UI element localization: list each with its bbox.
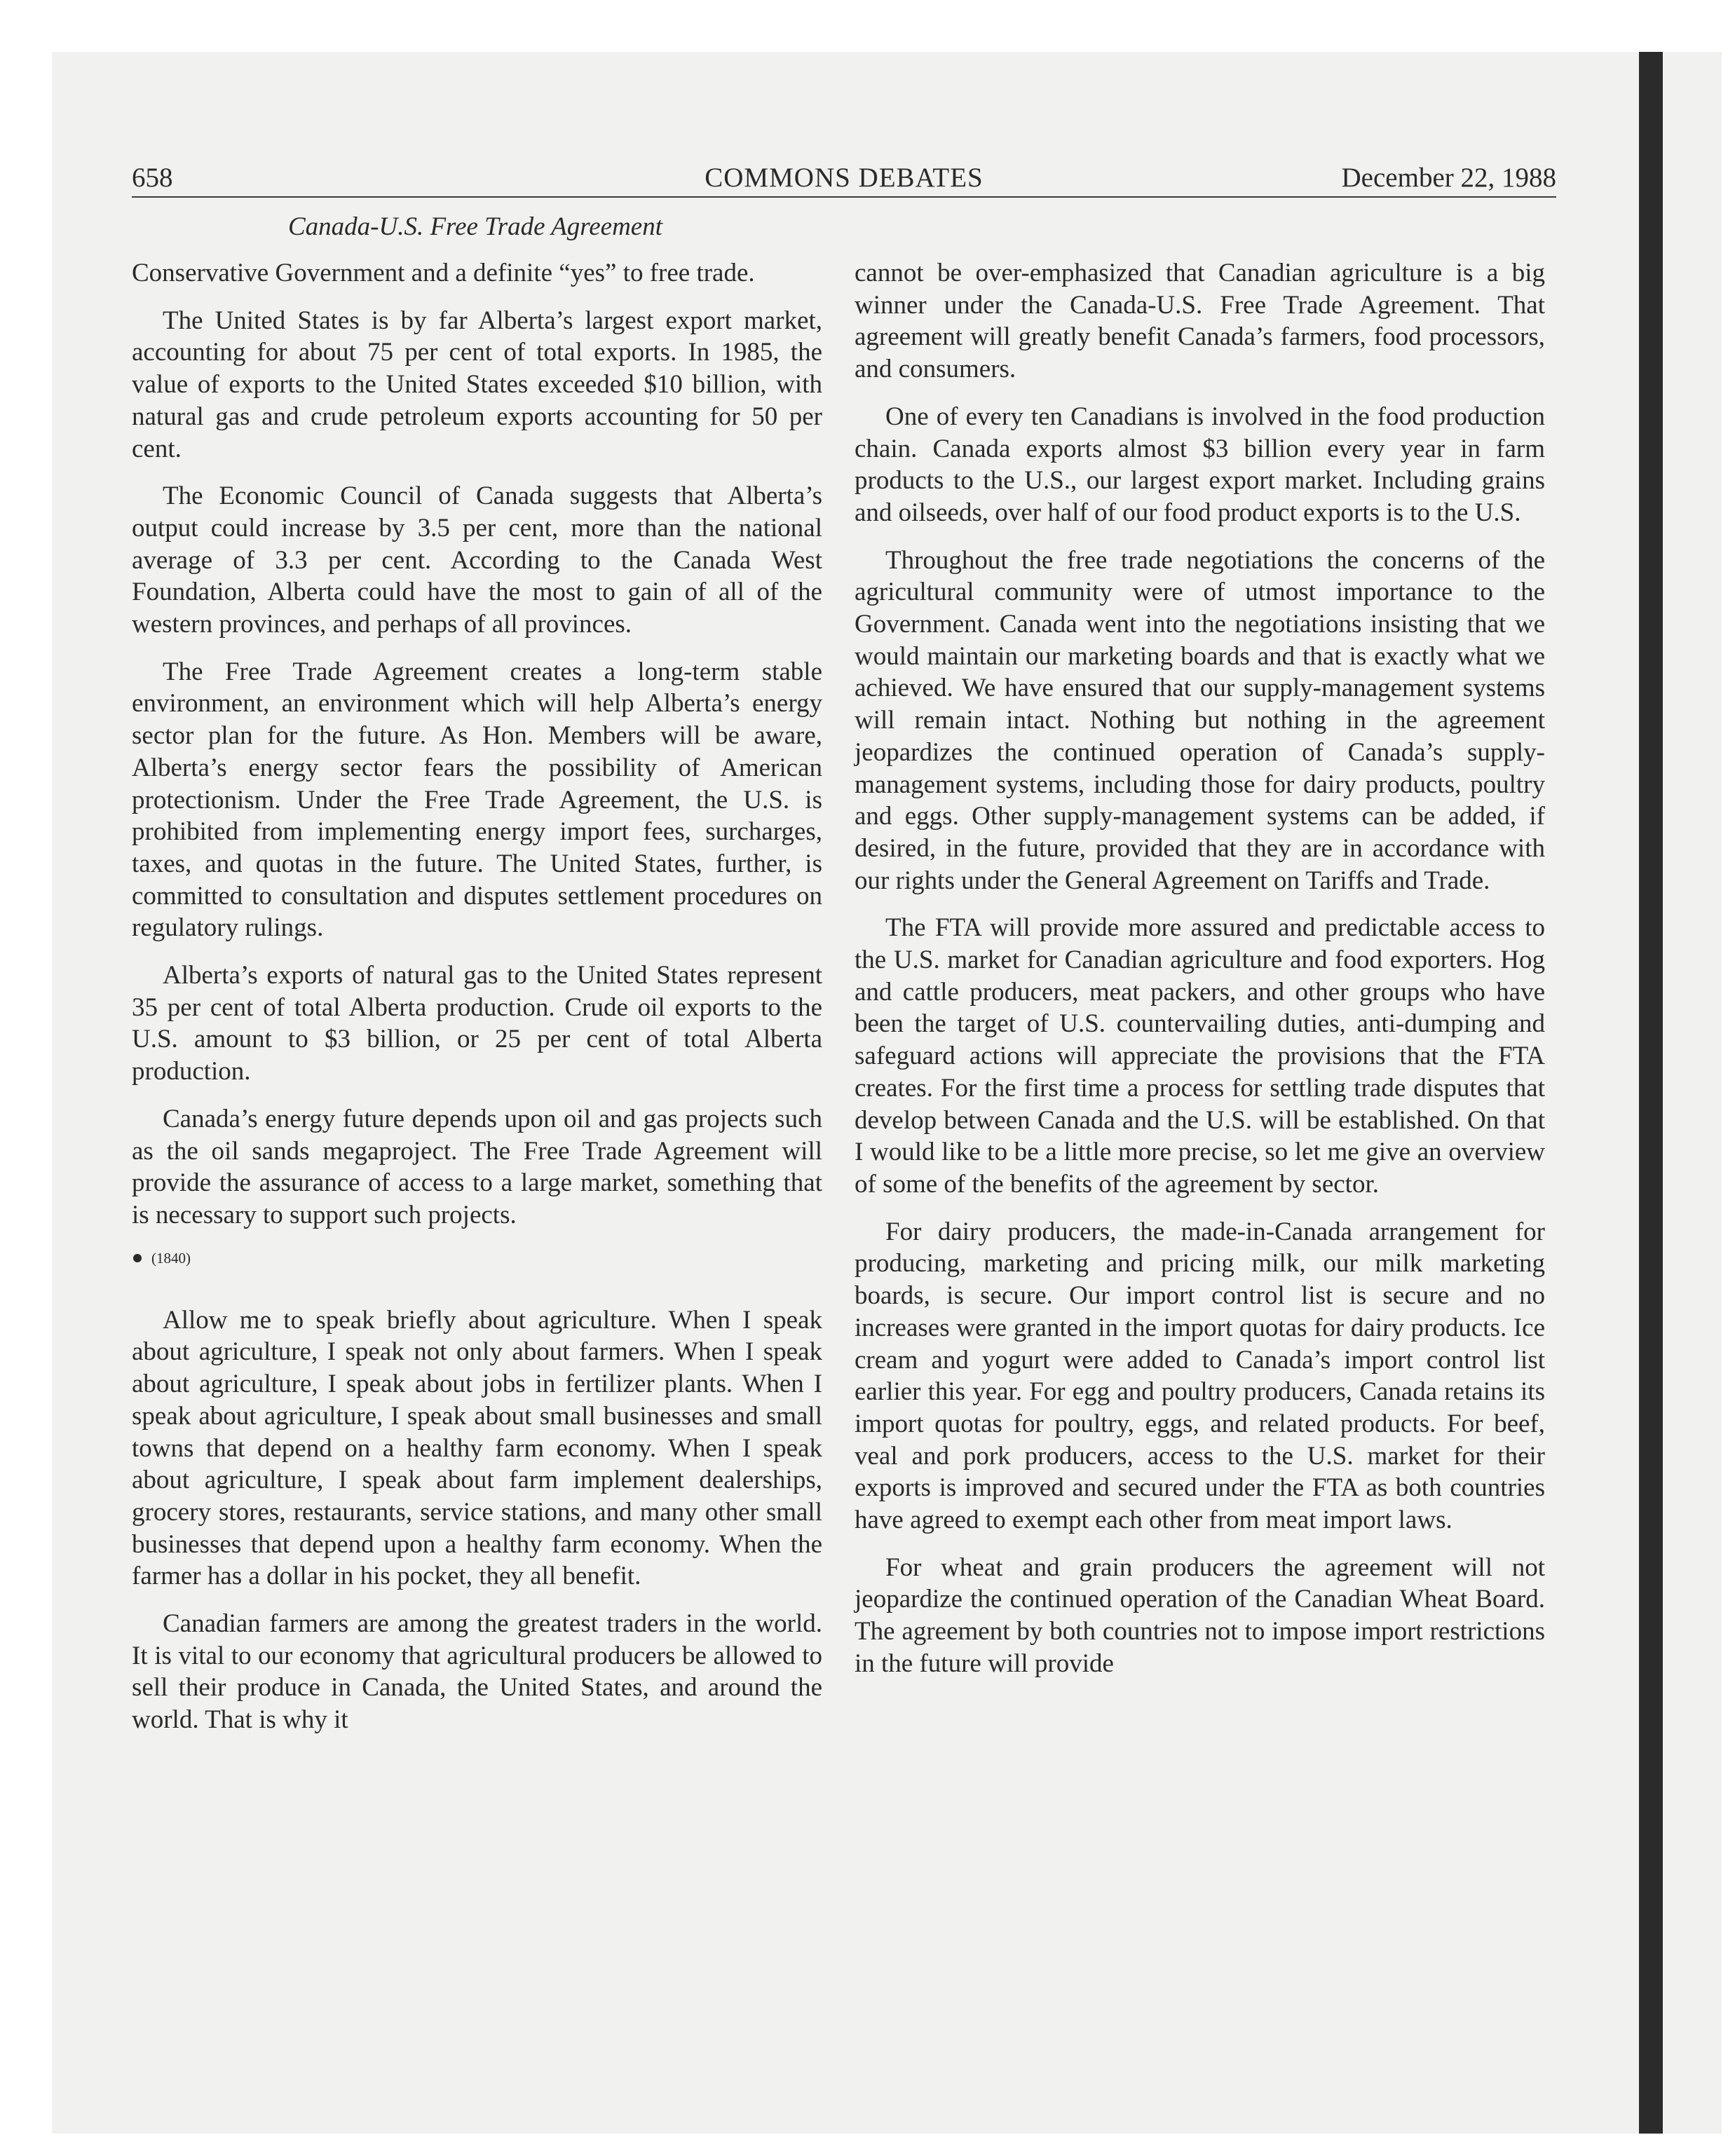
paragraph: Conservative Government and a definite “yes” to free trade. [132,259,755,287]
time-marker-text: (1840) [151,1249,191,1267]
paragraph: For dairy producers, the made-in-Canada arrangement for producing, marketing and pricing milk, our milk marketing boards, is secure. Our import control list is secure and no increases were granted in the import quotas for dairy products. Ice cream and yogurt were added to Canada’s import control list earlier this year. For egg and poultry producers, Canada retains its import quotas for poultry, eggs, and related products. For beef, veal and pork producers, access to the U.S. market for their exports is improved and secured under the FTA as both countries have agreed to exempt each other from meat import laws. [855,1217,1545,1535]
paragraph: The FTA will provide more assured and predictable access to the U.S. market for Canadian agriculture and food exporters. Hog and cattle producers, meat packers, and other groups who have been the target of U.S. countervailing duties, anti-dumping and safeguard actions will appreciate the provisions that the FTA creates. For the first time a process for settling trade disputes that develop between Canada and the U.S. will be established. On that I would like to be a little more precise, so let me give an overview of some of the benefits of the agreement by sector. [855,913,1545,1199]
bullet-icon [133,1254,142,1262]
left-column [132,257,822,1752]
publication-date: December 22, 1988 [1341,163,1556,193]
right-column [855,257,1545,1696]
page-header [132,158,1556,198]
paragraph: The Economic Council of Canada suggests that Alberta’s output could increase by 3.5 per cent, more than the national average of 3.3 per cent. According to the Canada West Foundation, Alberta could have the most to gain of all of the western provinces, and perhaps of all provinces. [132,482,822,639]
paragraph: Canada’s energy future depends upon oil and gas projects such as the oil sands megaproject. The Free Trade Agreement will provide the assurance of access to a large market, something that is necessary to support such projects. [132,1104,822,1229]
running-head: Canada-U.S. Free Trade Agreement [287,212,663,241]
paragraph: For wheat and grain producers the agreement will not jeopardize the continued operation of the Canadian Wheat Board. The agreement by both countries not to impose import restrictions in the future will provide [855,1553,1545,1678]
paragraph: Throughout the free trade negotiations the concerns of the agricultural community were of utmost importance to the Government. Canada went into the negotiations insisting that we would maintain our marketing boards and that is exactly what we achieved. We have ensured that our supply-management systems will remain intact. Nothing but nothing in the agreement jeopardizes the continued operation of Canada’s supply-management systems, including those for dairy products, poultry and eggs. Other supply-management systems can be added, if desired, in the future, provided that they are in accordance with our rights under the General Agreement on Tariffs and Trade. [855,545,1545,895]
page-number: 658 [132,163,173,193]
paragraph: The Free Trade Agreement creates a long-term stable environment, an environment which will help Alberta’s energy sector plan for the future. As Hon. Members will be aware, Alberta’s energy sector fears the possibility of American protectionism. Under the Free Trade Agreement, the U.S. is prohibited from implementing energy import fees, surcharges, taxes, and quotas in the future. The United States, further, is committed to consultation and disputes settlement procedures on regulatory rulings. [132,657,822,943]
paragraph: Allow me to speak briefly about agriculture. When I speak about agriculture, I speak not only about farmers. When I speak about agriculture, I speak about jobs in fertilizer plants. When I speak about agriculture, I speak about small businesses and small towns that depend on a healthy farm economy. When I speak about agriculture, I speak about farm implement dealerships, grocery stores, restaurants, service stations, and many other small businesses that depend upon a healthy farm economy. When the farmer has a dollar in his pocket, they all benefit. [132,1305,822,1591]
paragraph: The United States is by far Alberta’s largest export market, accounting for about 75 per cent of total exports. In 1985, the value of exports to the United States exceeded $10 billion, with natural gas and crude petroleum exports accounting for 50 per cent. [132,306,822,463]
publication-title: COMMONS DEBATES [705,163,984,193]
paragraph: One of every ten Canadians is involved in the food production chain. Canada exports almost $3 billion every year in farm products to the U.S., our largest export market. Including grains and oilseeds, over half of our food product exports is to the U.S. [855,402,1545,527]
paragraph: Canadian farmers are among the greatest traders in the world. It is vital to our economy that agricultural producers be allowed to sell their produce in Canada, the United States, and around the world. That is why it [132,1609,822,1735]
time-marker [132,1247,822,1269]
paragraph: cannot be over-emphasized that Canadian agriculture is a big winner under the Canada-U.S. Free Trade Agreement. That agreement will greatly benefit Canada’s farmers, food processors, and consumers. [855,259,1545,384]
paragraph: Alberta’s exports of natural gas to the United States represent 35 per cent of total Alberta production. Crude oil exports to the U.S. amount to $3 billion, or 25 per cent of total Alberta production. [132,961,822,1086]
